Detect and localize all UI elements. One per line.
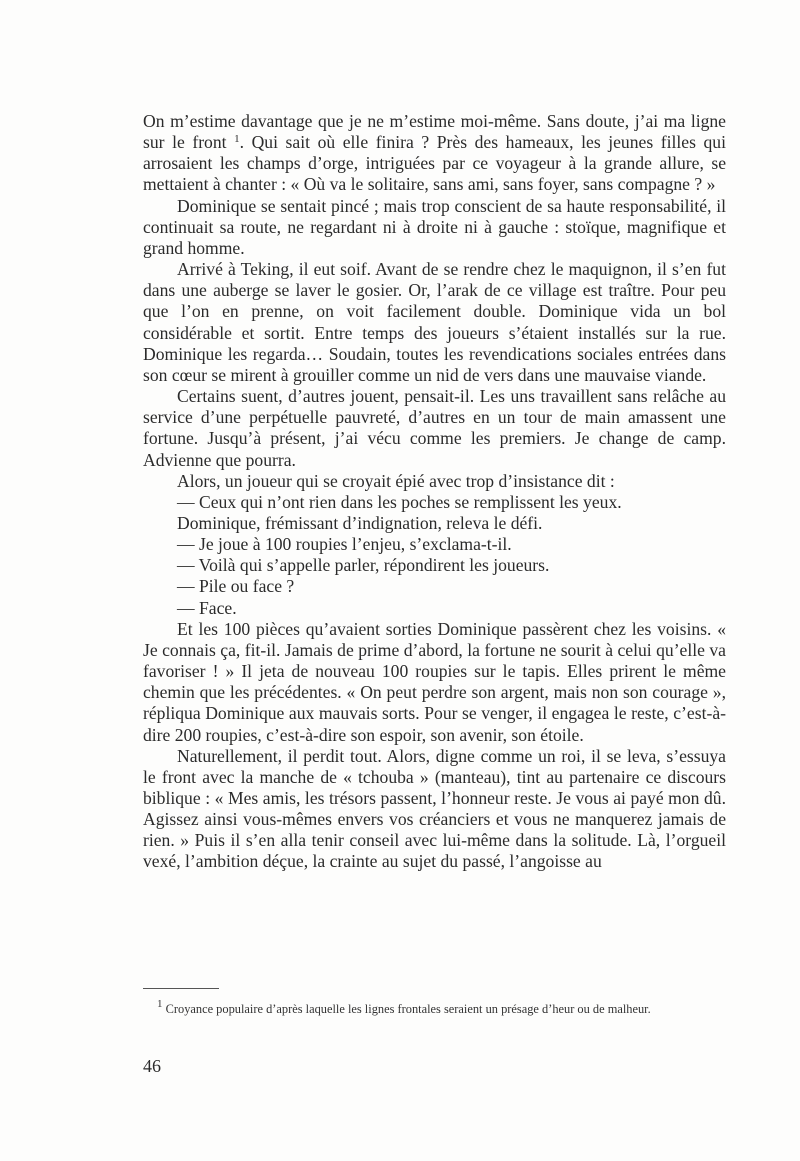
- paragraph-7: Dominique, frémissant d’indignation, releva le défi.: [177, 512, 543, 533]
- dialogue-line-5: — Face.: [177, 597, 237, 618]
- paragraph-1: [143, 111, 726, 196]
- paragraph-2: Dominique se sentait pincé ; mais trop conscient de sa haute responsabilité, il continuait sa route, ne regardant ni à droite ni à gauche : stoïque, magnifique et grand homme.: [143, 195, 726, 258]
- paragraph-12: Et les 100 pièces qu’avaient sorties Dominique passèrent chez les voisins. « Je connais ça, fit-il. Jamais de prime d’abord, la fortune ne sourit à celui qu’elle va favoriser ! » Il jeta de nouveau 100 roupies sur le tapis. Elles prirent le même chemin que les précédentes. « On peut perdre son argent, mais non son courage », répliqua Dominique aux mauvais sorts. Pour se venger, il engagea le reste, c’est-à-dire 200 roupies, c’est-à-dire son espoir, son avenir, son étoile.: [143, 618, 726, 745]
- page-number: 46: [143, 1056, 161, 1076]
- footnote: [143, 998, 726, 1017]
- paragraph-4: Certains suent, d’autres jouent, pensait-il. Les uns travaillent sans relâche au service d’une perpétuelle pauvreté, d’autres en un tour de main amassent une fortune. Jusqu’à présent, j’ai vécu comme les premiers. Je change de camp. Advienne que pourra.: [143, 386, 726, 470]
- paragraph-13: Naturellement, il perdit tout. Alors, digne comme un roi, il se leva, s’essuya le front avec la manche de « tchouba » (manteau), tint au partenaire ce discours biblique : « Mes amis, les trésors passent, l’honneur reste. Je vous ai payé mon dû. Agissez ainsi vous-mêmes envers vos créanciers et vous ne manquerez jamais de rien. » Puis il s’en alla tenir conseil avec lui-même dans la solitude. Là, l’orgueil vexé, l’ambition déçue, la crainte au sujet du passé, l’angoisse au: [143, 745, 726, 872]
- paragraph-1-text-after: . Qui sait où elle finira ? Près des hameaux, les jeunes filles qui arrosaient les champs d’orge, intriguées par ce voyageur à la grande allure, se mettaient à chanter : « Où va le solitaire, sans ami, sans foyer, sans compagne ? »: [143, 132, 726, 195]
- body-text: [143, 111, 726, 873]
- dialogue-line-4: — Pile ou face ?: [177, 576, 295, 597]
- paragraph-5: Alors, un joueur qui se croyait épié avec trop d’insistance dit :: [177, 470, 615, 491]
- dialogue-line-3: — Voilà qui s’appelle parler, répondirent les joueurs.: [177, 555, 550, 576]
- paragraph-3: Arrivé à Teking, il eut soif. Avant de se rendre chez le maquignon, il s’en fut dans une auberge se laver le gosier. Or, l’arak de ce village est traître. Pour peu que l’on en prenne, on voit facilement double. Dominique vida un bol considérable et sortit. Entre temps des joueurs s’étaient installés sur la rue. Dominique les regarda… Soudain, toutes les revendications sociales entrées dans son cœur se mirent à grouiller comme un nid de vers dans une mauvaise viande.: [143, 259, 726, 385]
- footnote-text: Croyance populaire d’après laquelle les lignes frontales seraient un présage d’heur ou de malheur.: [165, 1002, 651, 1016]
- footnote-marker: 1: [157, 998, 163, 1010]
- dialogue-line-2: — Je joue à 100 roupies l’enjeu, s’exclama-t-il.: [177, 534, 512, 555]
- dialogue-line-1: — Ceux qui n’ont rien dans les poches se remplissent les yeux.: [177, 491, 622, 512]
- footnote-reference: 1: [234, 133, 240, 146]
- paragraph-1-text-before: On m’estime davantage que je ne m’estime moi-même. Sans doute, j’ai ma ligne sur le front: [143, 111, 726, 153]
- footnote-divider: [143, 988, 219, 989]
